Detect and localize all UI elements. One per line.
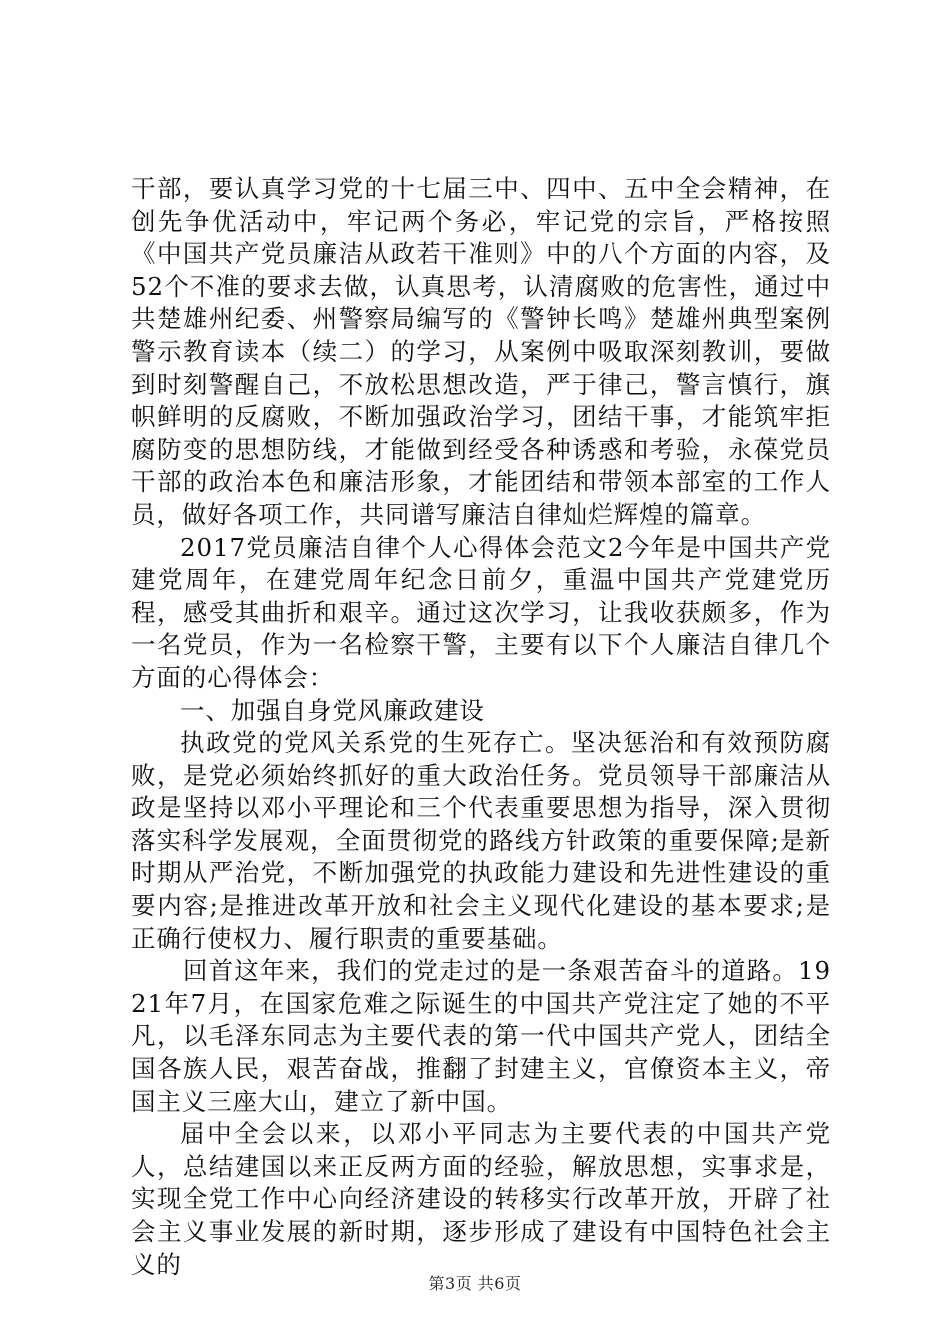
paragraph-4: 回首这年来，我们的党走过的是一条艰苦奋斗的道路。1921年7月，在国家危难之际诞生的中国共产党注定了她的不平凡，以毛泽东同志为主要代表的第一代中国共产党人，团结全国各族人民，艰苦奋战，推翻了封建主义，官僚资本主义，帝国主义三座大山，建立了新中国。 — [131, 956, 831, 1116]
page-number-footer: 第3页 共6页 — [428, 1274, 522, 1293]
paragraph-1: 干部，要认真学习党的十七届三中、四中、五中全会精神，在创先争优活动中，牢记两个务必，牢记党的宗旨，严格按照《中国共产党员廉洁从政若干准则》中的八个方面的内容，及52个不准的要求去做，认真思考，认清腐败的危害性，通过中共楚雄州纪委、州警察局编写的《警钟长鸣》楚雄州典型案例警示教育读本（续二）的学习，从案例中吸取深刻教训，要做到时刻警醒自己，不放松思想改造，严于律己，警言慎行，旗帜鲜明的反腐败，不断加强政治学习，团结干事，才能筑牢拒腐防变的思想防线，才能做到经受各种诱惑和考验，永葆党员干部的政治本色和廉洁形象，才能团结和带领本部室的工作人员，做好各项工作，共同谱写廉洁自律灿烂辉煌的篇章。 — [131, 174, 831, 529]
paragraph-2: 2017党员廉洁自律个人心得体会范文2今年是中国共产党建党周年，在建党周年纪念日前夕，重温中国共产党建党历程，感受其曲折和艰辛。通过这次学习，让我收获颇多，作为一名党员，作为一名检察干警，主要有以下个人廉洁自律几个方面的心得体会： — [131, 532, 831, 692]
paragraph-3: 执政党的党风关系党的生死存亡。坚决惩治和有效预防腐败，是党必须始终抓好的重大政治任务。党员领导干部廉洁从政是坚持以邓小平理论和三个代表重要思想为指导，深入贯彻落实科学发展观，全面贯彻党的路线方针政策的重要保障;是新时期从严治党，不断加强党的执政能力建设和先进性建设的重要内容;是推进改革开放和社会主义现代化建设的基本要求;是正确行使权力、履行职责的重要基础。 — [131, 728, 831, 953]
section-heading: 一、加强自身党风廉政建设 — [180, 695, 485, 725]
document-body — [131, 173, 831, 1281]
paragraph-5: 届中全会以来，以邓小平同志为主要代表的中国共产党人，总结建国以来正反两方面的经验，解放思想，实事求是，实现全党工作中心向经济建设的转移实行改革开放，开辟了社会主义事业发展的新时期，逐步形成了建设有中国特色社会主义的 — [131, 1119, 831, 1279]
